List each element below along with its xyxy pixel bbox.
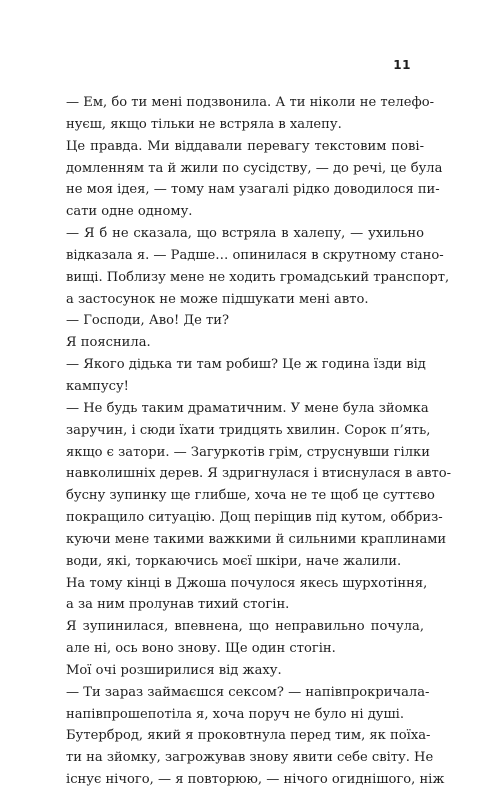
text-line: На тому кінці в Джоша почулося якесь шурхотіння, [66, 575, 428, 591]
text-line: не моя ідея, — тому нам узагалі рідко доводилося пи- [66, 182, 440, 198]
text-line: — Не будь таким драматичним. У мене була зйомка [66, 400, 429, 416]
text-line: Я пояснила. [66, 335, 151, 351]
text-line: а за ним пролунав тихий стогін. [66, 597, 290, 613]
text-line: а застосунок не може підшукати мені авто. [66, 291, 369, 307]
text-line: Бутерброд, який я проковтнула перед тим, як поїха- [66, 728, 431, 744]
text-line: покращило ситуацію. Дощ періщив під кутом, оббриз- [66, 510, 443, 526]
text-line: бусну зупинку ще глибше, хоча не те щоб це суттєво [66, 488, 435, 504]
text-line: заручин, і сюди їхати тридцять хвилин. Сорок п’ять, [66, 422, 431, 438]
text-line: — Господи, Аво! Де ти? [66, 313, 230, 329]
page-number: 11 [393, 58, 411, 72]
text-line: сати одне одному. [66, 204, 193, 220]
text-line: нуєш, якщо тільки не встряла в халепу. [66, 116, 342, 132]
text-line: але ні, ось воно знову. Ще один стогін. [66, 641, 336, 657]
text-line: кампусу! [66, 378, 129, 394]
text-line: — Я б не сказала, що встряла в халепу, — ухильно [66, 226, 424, 242]
text-line: вищі. Поблизу мене не ходить громадський транспорт, [66, 269, 450, 285]
text-line: відказала я. — Радше… опинилася в скрутному стано- [66, 247, 444, 263]
text-body [66, 92, 452, 791]
text-line: — Ем, бо ти мені подзвонила. А ти ніколи не телефо- [66, 95, 435, 110]
text-line: напівпрошепотіла я, хоча поруч не було ні душі. [66, 706, 405, 722]
text-line: навколишніх дерев. Я здригнулася і втиснулася в авто- [66, 466, 452, 482]
text-line: води, які, торкаючись моєї шкіри, наче жалили. [66, 553, 402, 569]
text-line: Мої очі розширилися від жаху. [66, 662, 282, 678]
text-line: куючи мене такими важкими й сильними краплинами [66, 531, 447, 547]
text-line: якщо є затори. — Загуркотів грім, струснувши гілки [66, 444, 430, 460]
text-line: Я зупинилася, впевнена, що неправильно почула, [66, 619, 424, 635]
text-line: Це правда. Ми віддавали перевагу текстовим пові- [66, 138, 424, 154]
text-line: — Ти зараз займаєшся сексом? — напівпрокричала- [66, 684, 430, 700]
text-line: домленням та й жили по сусідству, — до речі, це була [66, 160, 443, 176]
text-line: — Якого дідька ти там робиш? Це ж година їзди від [66, 357, 426, 373]
text-line: ти на зйомку, загрожував знову явити себе світу. Не [66, 750, 434, 766]
text-line: існує нічого, — я повторюю, — нічого огиднішого, ніж [66, 772, 445, 788]
